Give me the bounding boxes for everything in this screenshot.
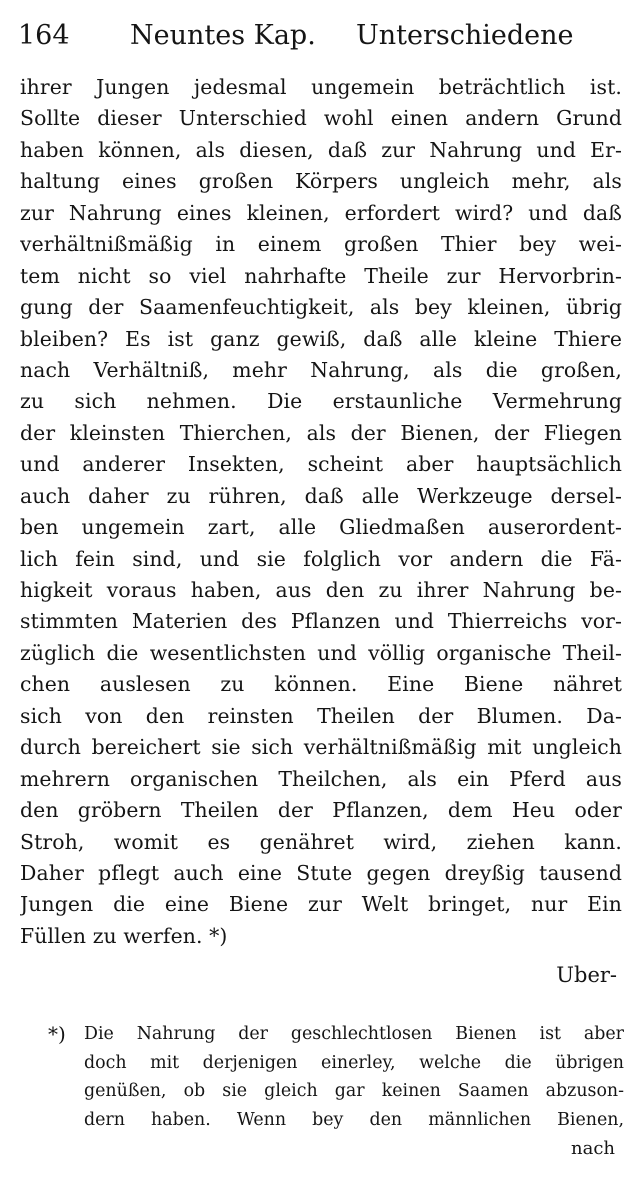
text-line: den gröbern Theilen der Pflanzen, dem Heu oder <box>20 798 622 823</box>
text-line: tem nicht so viel nahrhafte Theile zur Hervorbrin- <box>20 263 622 288</box>
text-line: stimmten Materien des Pflanzen und Thierreichs vor- <box>20 609 622 634</box>
text-line: züglich die wesentlichsten und völlig organische Theil- <box>20 640 622 665</box>
text-line: ben ungemein zart, alle Gliedmaßen auserordent- <box>20 515 622 540</box>
text-line: ihrer Jungen jedesmal ungemein beträchtlich ist. <box>20 75 622 99</box>
running-title: Unterschiedene <box>356 20 574 51</box>
footnote-line: Die Nahrung der geschlechtlosen Bienen ist aber <box>84 1024 624 1044</box>
text-line: und anderer Insekten, scheint aber hauptsächlich <box>20 452 622 477</box>
text-line: durch bereichert sie sich verhältnißmäßig mit ungleich <box>20 735 622 760</box>
text-line: haben können, als diesen, daß zur Nahrung und Er- <box>20 137 622 162</box>
text-line: lich fein sind, und sie folglich vor andern die Fä- <box>20 546 622 571</box>
text-line: nach Verhältniß, mehr Nahrung, als die großen, <box>20 357 622 382</box>
chapter-title: Neuntes Kap. <box>130 20 316 51</box>
footnote-marker: *) <box>48 1022 66 1046</box>
text-line: mehrern organischen Theilchen, als ein Pferd aus <box>20 766 622 791</box>
text-line: gung der Saamenfeuchtigkeit, als bey kleinen, übrig <box>20 295 622 320</box>
page-number: 164 <box>18 20 70 51</box>
text-line: bleiben? Es ist ganz gewiß, daß alle kleine Thiere <box>20 326 622 351</box>
text-line: der kleinsten Thierchen, als der Bienen, der Fliegen <box>20 420 622 445</box>
footnote-line: genüßen, ob sie gleich gar keinen Saamen abzuson- <box>84 1081 624 1102</box>
text-line: sich von den reinsten Theilen der Blumen. Da- <box>20 703 622 728</box>
footnote-last-word: nach <box>571 1138 615 1159</box>
text-line: auch daher zu rühren, daß alle Werkzeuge dersel- <box>20 483 622 508</box>
footnote-text <box>84 1020 624 1134</box>
text-line: haltung eines großen Körpers ungleich mehr, als <box>20 169 622 194</box>
text-line: verhältnißmäßig in einem großen Thier bey wei- <box>20 232 622 257</box>
text-line: Sollte dieser Unterschied wohl einen andern Grund <box>20 106 622 131</box>
text-line: zur Nahrung eines kleinen, erfordert wird? und daß <box>20 200 622 225</box>
text-line: Stroh, womit es genähret wird, ziehen kann. <box>20 829 622 854</box>
footnote-line: doch mit derjenigen einerley, welche die übrigen <box>84 1052 624 1073</box>
catchword: Uber- <box>556 963 617 987</box>
text-line: Jungen die eine Biene zur Welt bringet, nur Ein <box>20 892 622 917</box>
page-header <box>18 14 618 58</box>
footnote-line: dern haben. Wenn bey den männlichen Bienen, <box>84 1109 624 1130</box>
text-line: chen auslesen zu können. Eine Biene nähret <box>20 672 622 697</box>
text-line: zu sich nehmen. Die erstaunliche Vermehrung <box>20 389 622 414</box>
text-line-last: Füllen zu werfen. *) <box>20 923 228 948</box>
text-line: higkeit voraus haben, aus den zu ihrer Nahrung be- <box>20 578 622 602</box>
body-text <box>20 72 622 952</box>
text-line: Daher pflegt auch eine Stute gegen dreyßig tausend <box>20 860 622 885</box>
